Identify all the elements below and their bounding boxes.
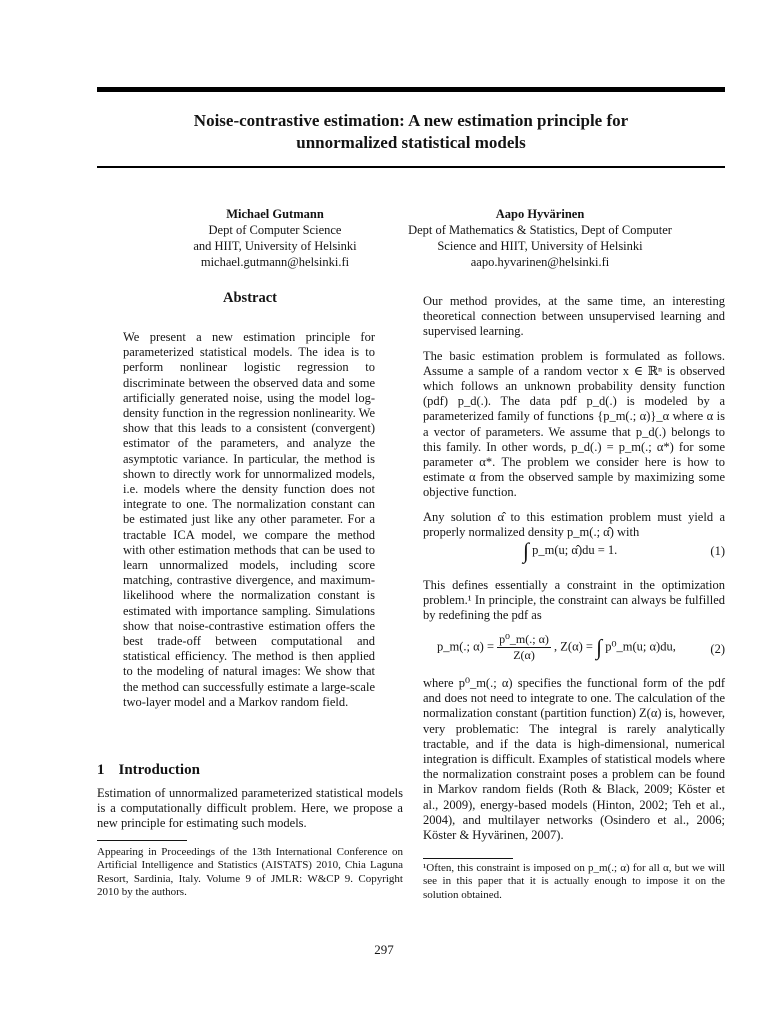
equation-rhs: p⁰_m(u; α)du, bbox=[605, 639, 676, 654]
author-affiliation: Dept of Mathematics & Statistics, Dept of Computer bbox=[408, 223, 672, 237]
paragraph: The basic estimation problem is formulated as follows. Assume a sample of a random vector x ∈ ℝⁿ is observed which follows an unknown probability density function (pdf) p_d(.). The data pdf p_d(.) is modeled by a parameterized family of functions {p_m(.; α)}_α where α is a vector of parameters. We assume that p_d(.) belongs to this family. In other words, p_d(.) = p_m(.; α*) for some parameter α*. The problem we consider here is how to estimate α from the observed sample by maximizing some objective function. bbox=[423, 348, 725, 500]
author-1 bbox=[160, 206, 390, 270]
author-email: aapo.hyvarinen@helsinki.fi bbox=[470, 255, 610, 269]
footnote-rule bbox=[423, 858, 513, 859]
right-column bbox=[423, 294, 725, 549]
paragraph: This defines essentially a constraint in the optimization problem.¹ In principle, the constraint can always be fulfilled by redefining the pdf as bbox=[423, 578, 725, 623]
equation-lhs: p_m(.; α) = bbox=[437, 639, 494, 654]
footnote-1: ¹Often, this constraint is imposed on p_m(.; α) for all α, but we will see in this paper that it is actually enough to impose it on the solution obtained. bbox=[423, 862, 725, 901]
fraction-denominator: Z(α) bbox=[513, 648, 535, 662]
author-affiliation: Dept of Computer Science bbox=[208, 223, 342, 237]
fraction bbox=[497, 632, 551, 663]
equation-number: (1) bbox=[710, 544, 725, 558]
page-number: 297 bbox=[374, 942, 394, 957]
right-column-cont2 bbox=[423, 676, 725, 852]
abstract-heading: Abstract bbox=[223, 290, 277, 306]
title-bottom-rule bbox=[97, 166, 725, 168]
equation-number: (2) bbox=[710, 642, 725, 656]
author-name: Aapo Hyvärinen bbox=[495, 207, 585, 221]
intro-text: Estimation of unnormalized parameterized statistical models is a computationally difficult problem. Here, we propose a new principle for estimating such models. bbox=[97, 786, 403, 831]
author-affiliation: Science and HIIT, University of Helsinki bbox=[437, 239, 643, 253]
integral-symbol: ∫ bbox=[523, 538, 530, 563]
right-column-cont bbox=[423, 578, 725, 633]
title-line-2: unnormalized statistical models bbox=[296, 133, 526, 152]
equation-mid: , Z(α) = bbox=[554, 639, 593, 654]
author-name: Michael Gutmann bbox=[226, 207, 324, 221]
integral-symbol: ∫ bbox=[596, 634, 603, 660]
section-title: Introduction bbox=[118, 762, 200, 778]
equation-2 bbox=[423, 632, 725, 668]
paragraph: Our method provides, at the same time, an interesting theoretical connection between unsupervised learning and supervised learning. bbox=[423, 294, 725, 339]
fraction-numerator: p⁰_m(.; α) bbox=[499, 632, 549, 646]
proceedings-footnote: Appearing in Proceedings of the 13th International Conference on Artificial Intelligence and Statistics (AISTATS) 2010, Chia Laguna Resort, Sardinia, Italy. Volume 9 of JMLR: W&CP 9. Copyright 2010 by the authors. bbox=[97, 846, 403, 898]
equation-text: p_m(u; α̂)du = 1. bbox=[532, 542, 618, 557]
title-line-1: Noise-contrastive estimation: A new estimation principle for bbox=[193, 111, 629, 130]
section-number: 1 bbox=[97, 762, 105, 778]
author-affiliation: and HIIT, University of Helsinki bbox=[193, 239, 357, 253]
paper-title bbox=[97, 110, 725, 154]
equation-1 bbox=[423, 538, 725, 566]
author-2 bbox=[380, 206, 700, 270]
author-email: michael.gutmann@helsinki.fi bbox=[200, 255, 350, 269]
top-thick-rule bbox=[97, 87, 725, 92]
footnote-rule bbox=[97, 840, 187, 841]
section-heading bbox=[97, 762, 214, 779]
abstract-text: We present a new estimation principle for parameterized statistical models. The idea is to perform nonlinear logistic regression to discriminate between the observed data and some artificially generated noise, using the model log-density function in the regression nonlinearity. We show that this leads to a consistent (convergent) estimator of the parameters, and analyze the asymptotic variance. In particular, the method is shown to directly work for unnormalized models, i.e. models where the density function does not integrate to one. The normalization constant can be estimated just like any other parameter. For a tractable ICA model, we compare the method with other estimation methods that can be used to learn unnormalized models, including score matching, contrastive divergence, and maximum-likelihood where the normalization constant is estimated with importance sampling. Simulations show that noise-contrastive estimation offers the best trade-off between computational and statistical efficiency. The method is then applied to the modeling of natural images: We show that the method can successfully estimate a large-scale two-layer model and a Markov random field. bbox=[123, 330, 375, 709]
paragraph: where p⁰_m(.; α) specifies the functional form of the pdf and does not need to integrate to one. The calculation of the normalization constant (partition function) Z(α) is, however, very problematic: The integral is rarely analytically tractable, and if the data is high-dimensional, numerical integration is difficult. Examples of statistical models where the normalization constraint poses a problem can be found in Markov random fields (Roth & Black, 2009; Köster et al., 2009), energy-based models (Hinton, 2002; Teh et al., 2004), and multilayer networks (Osindero et al., 2006; Köster & Hyvärinen, 2007). bbox=[423, 676, 725, 843]
paragraph: Any solution α̂ to this estimation problem must yield a properly normalized density p_m(.; α̂) with bbox=[423, 509, 725, 539]
